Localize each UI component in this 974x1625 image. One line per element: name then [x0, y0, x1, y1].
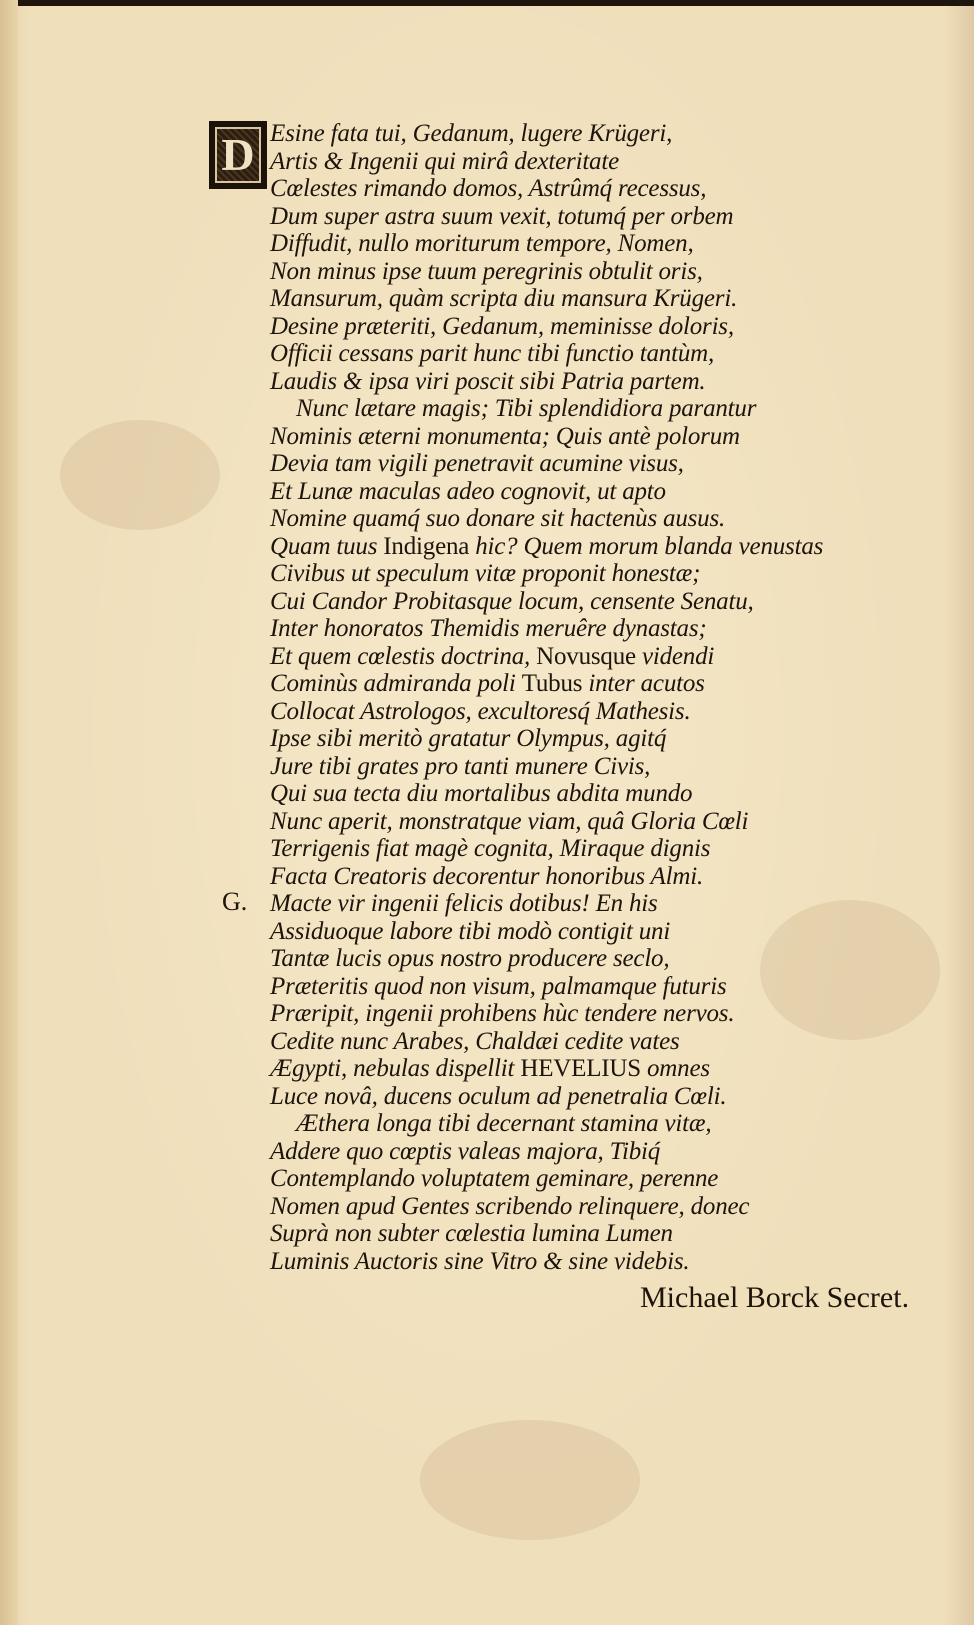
poem-line: Collocat Astrologos, excultoresq́ Mathesis.: [270, 697, 691, 725]
poem-line: Artis & Ingenii qui mirâ dexteritate: [270, 147, 620, 175]
ornamental-initial: [209, 121, 267, 189]
poem-segment: omnes: [640, 1055, 710, 1082]
poem-line: Civibus ut speculum vitæ proponit honestæ;: [270, 560, 701, 587]
poem-line: Suprà non subter cœlestia lumina Lumen: [270, 1220, 673, 1247]
poem-line: Inter honoratos Themidis meruêre dynastas;: [270, 615, 707, 642]
poem-line: Qui sua tecta diu mortalibus abdita mundo: [270, 780, 693, 807]
poem-line: Facta Creatoris decorentur honoribus Almi.: [270, 862, 704, 890]
poem-line: [270, 1055, 823, 1083]
poem-segment: inter acutos: [582, 670, 705, 697]
poem-line: Dum super astra suum vexit, totumq́ per orbem: [270, 202, 734, 230]
author-signature: Michael Borck Secret.: [640, 1281, 910, 1314]
poem-segment: Et quem cœlestis doctrina,: [270, 642, 537, 670]
poem-line: Nunc aperit, monstratque viam, quâ Gloria Cœli: [270, 807, 749, 835]
poem-line: [270, 533, 823, 561]
poem-segment: hic? Quem morum blanda venustas: [469, 532, 824, 560]
poem-line: Et Lunæ maculas adeo cognovit, ut apto: [270, 477, 666, 505]
poem-line: Cedite nunc Arabes, Chaldæi cedite vates: [270, 1027, 680, 1055]
poem-line: Luce novâ, ducens oculum ad penetralia Cœli.: [270, 1082, 727, 1110]
poem-line: Terrigenis fiat magè cognita, Miraque dignis: [270, 835, 711, 862]
poem-line: Jure tibi grates pro tanti munere Civis,: [270, 752, 651, 780]
signature-mark: G.: [222, 887, 248, 916]
poem-line: Cui Candor Probitasque locum, censente Senatu,: [270, 587, 754, 615]
poem-body: [270, 120, 823, 1275]
poem-segment: videndi: [635, 642, 715, 670]
paper-stain: [60, 420, 220, 530]
poem-segment: Cominùs admiranda poli: [270, 670, 522, 697]
paper-stain: [420, 1420, 640, 1540]
poem-segment: Ægypti, nebulas dispellit: [270, 1055, 521, 1082]
poem-segment: Quam tuus: [270, 532, 384, 560]
poem-line: Non minus ipse tuum peregrinis obtulit oris,: [270, 257, 703, 285]
poem-emphasis: Tubus: [521, 670, 583, 697]
poem-line: Æthera longa tibi decernant stamina vitæ,: [296, 1110, 712, 1137]
poem-line: Nunc lætare magis; Tibi splendidiora parantur: [296, 395, 757, 422]
poem-line: Ipse sibi meritò gratatur Olympus, agitq́: [270, 725, 667, 752]
poem-line: Assiduoque labore tibi modò contigit uni: [270, 917, 671, 945]
poem-line: Esine fata tui, Gedanum, lugere Krügeri,: [270, 120, 673, 147]
poem-line: Nominis æterni monumenta; Quis antè polorum: [270, 422, 740, 450]
poem-line: Luminis Auctoris sine Vitro & sine videbis.: [270, 1247, 690, 1275]
poem-line: Nomen apud Gentes scribendo relinquere, donec: [270, 1192, 750, 1220]
poem-line: Contemplando voluptatem geminare, perenne: [270, 1165, 719, 1192]
poem-line: Desine præteriti, Gedanum, meminisse doloris,: [270, 312, 734, 340]
poem-line: Officii cessans parit hunc tibi functio tantùm,: [270, 340, 715, 367]
ornamental-initial-frame: [215, 127, 261, 183]
poem-line: Tantæ lucis opus nostro producere seclo,: [270, 945, 670, 972]
poem-line: [270, 643, 823, 671]
poem-line: Diffudit, nullo moriturum tempore, Nomen,: [270, 230, 694, 257]
page-top-edge: [0, 0, 974, 6]
poem-line: [270, 670, 823, 698]
poem-line: Præteritis quod non visum, palmamque futuris: [270, 972, 727, 1000]
poem-emphasis: HEVELIUS: [520, 1055, 641, 1082]
poem-emphasis: Novusque: [536, 642, 636, 670]
poem-line: Nomine quamq́ suo donare sit hactenùs ausus.: [270, 505, 726, 532]
poem-line: Macte vir ingenii felicis dotibus! En his: [270, 890, 658, 917]
poem-line: Cœlestes rimando domos, Astrûmq́ recessus,: [270, 175, 707, 202]
poem-line: Devia tam vigili penetravit acumine visus,: [270, 450, 684, 477]
page-binding-edge: [0, 0, 18, 1625]
poem-line: Laudis & ipsa viri poscit sibi Patria partem.: [270, 367, 706, 395]
poem-emphasis: Indigena: [383, 532, 470, 560]
initial-letter: D: [221, 129, 255, 180]
poem-line: Addere quo cœptis valeas majora, Tibiq́: [270, 1137, 661, 1165]
poem-line: Præripit, ingenii prohibens hùc tendere nervos.: [270, 1000, 735, 1027]
poem-line: Mansurum, quàm scripta diu mansura Krügeri.: [270, 285, 738, 312]
